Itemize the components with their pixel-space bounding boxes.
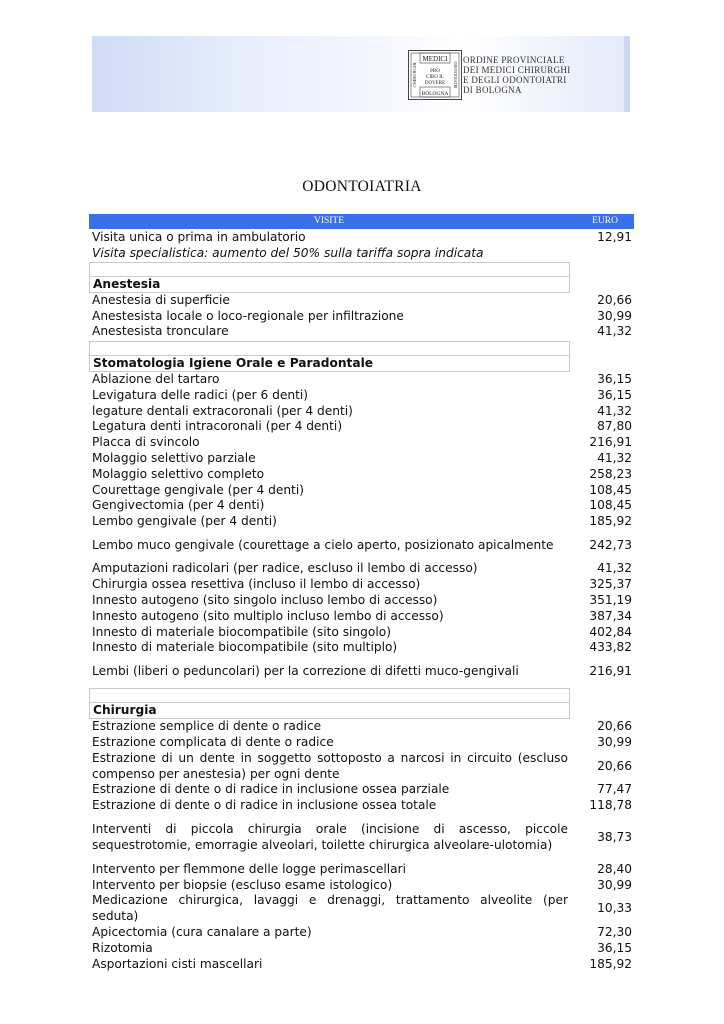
item-price: 12,91 <box>597 230 632 244</box>
item-price: 242,73 <box>589 538 632 552</box>
order-logo <box>408 50 462 100</box>
org-line: ORDINE PROVINCIALE <box>463 55 565 65</box>
item-label: Lembi (liberi o peduncolari) per la correzione di difetti muco-gengivali <box>92 664 519 678</box>
item-label: Lembo gengivale (per 4 denti) <box>92 514 277 528</box>
item-label: Chirurgia ossea resettiva (incluso il lembo di accesso) <box>92 577 421 591</box>
item-price: 30,99 <box>597 735 632 749</box>
svg-text:CIBO IL: CIBO IL <box>426 75 444 80</box>
item-label: Visita unica o prima in ambulatorio <box>92 230 306 244</box>
org-line: DI BOLOGNA <box>463 85 522 95</box>
item-label: Molaggio selettivo parziale <box>92 451 256 465</box>
item-price: 41,32 <box>597 404 632 418</box>
item-price: 77,47 <box>597 782 632 796</box>
item-price: 387,34 <box>589 609 632 623</box>
item-price: 36,15 <box>597 372 632 386</box>
item-price: 41,32 <box>597 324 632 338</box>
item-price: 325,37 <box>589 577 632 591</box>
item-label <box>92 893 568 925</box>
item-label: Anestesista locale o loco-regionale per infiltrazione <box>92 309 404 323</box>
item-label: Anestesista tronculare <box>92 324 229 338</box>
item-label: Placca di svincolo <box>92 435 200 449</box>
item-price: 185,92 <box>589 514 632 528</box>
item-price: 216,91 <box>589 664 632 678</box>
item-label: Visita specialistica: aumento del 50% sulla tariffa sopra indicata <box>92 246 484 260</box>
item-label: Intervento per flemmone delle logge perimascellari <box>92 862 406 876</box>
item-label-line: Medicazione chirurgica, lavaggi e drenaggi, trattamento alveolite (per <box>92 893 568 907</box>
table-header <box>89 214 634 229</box>
item-price: 216,91 <box>589 435 632 449</box>
section-title: Anestesia <box>93 277 161 291</box>
item-price: 10,33 <box>597 901 632 915</box>
item-label-line: compenso per anestesia) per ogni dente <box>92 766 340 781</box>
item-price: 258,23 <box>589 467 632 481</box>
item-label: Estrazione semplice di dente o radice <box>92 719 322 733</box>
item-price: 185,92 <box>589 957 632 971</box>
svg-text:CHIRURGHI: CHIRURGHI <box>412 62 417 88</box>
section-header-anestesia <box>89 277 570 293</box>
item-label-line: seduta) <box>92 908 139 923</box>
item-price: 402,84 <box>589 625 632 639</box>
column-header-visite: VISITE <box>313 216 345 226</box>
page-title: ODONTOIATRIA <box>302 178 422 195</box>
item-label <box>92 822 568 854</box>
item-price: 30,99 <box>597 878 632 892</box>
item-price: 28,40 <box>597 862 632 876</box>
item-price: 72,30 <box>597 925 632 939</box>
item-label: Legatura denti intracoronali (per 4 denti) <box>92 419 343 433</box>
item-price: 38,73 <box>597 830 632 844</box>
item-label: Anestesia di superficie <box>92 293 230 307</box>
item-price: 41,32 <box>597 561 632 575</box>
svg-text:ODONTOIATRI: ODONTOIATRI <box>453 61 458 89</box>
item-label: Intervento per biopsie (escluso esame istologico) <box>92 878 393 892</box>
item-price: 351,19 <box>589 593 632 607</box>
item-label <box>92 751 568 783</box>
item-label-line: sequestrotomie, emorragie alveolari, toilette chirurgica alveolare-ulotomia) <box>92 837 553 852</box>
item-label-line: Interventi di piccola chirurgia orale (incisione di ascesso, piccole <box>92 822 568 836</box>
column-header-euro: EURO <box>592 216 618 226</box>
item-label: Gengivectomia (per 4 denti) <box>92 498 265 512</box>
item-price: 30,99 <box>597 309 632 323</box>
item-label: Asportazioni cisti mascellari <box>92 957 263 971</box>
item-price: 87,80 <box>597 419 632 433</box>
item-label: Estrazione di dente o di radice in inclusione ossea parziale <box>92 782 450 796</box>
item-label: Innesto autogeno (sito multiplo incluso lembo di accesso) <box>92 609 444 623</box>
item-label: Amputazioni radicolari (per radice, escluso il lembo di accesso) <box>92 561 478 575</box>
item-price: 36,15 <box>597 941 632 955</box>
item-label: Molaggio selettivo completo <box>92 467 265 481</box>
svg-text:PRO: PRO <box>430 69 440 74</box>
item-label: Rizotomia <box>92 941 153 955</box>
section-header-chirurgia <box>89 703 570 719</box>
item-price: 20,66 <box>597 759 632 773</box>
item-label: Courettage gengivale (per 4 denti) <box>92 483 304 497</box>
item-label: Innesto di materiale biocompatibile (sito multiplo) <box>92 640 398 654</box>
section-title: Stomatologia Igiene Orale e Paradontale <box>93 356 374 370</box>
item-price: 118,78 <box>589 798 632 812</box>
item-label: Lembo muco gengivale (courettage a cielo aperto, posizionato apicalmente <box>92 538 554 552</box>
item-label: Estrazione complicata di dente o radice <box>92 735 334 749</box>
item-label: Innesto autogeno (sito singolo incluso lembo di accesso) <box>92 593 438 607</box>
section-header-stomatologia <box>89 356 570 372</box>
spacer-row <box>89 688 570 703</box>
item-price: 20,66 <box>597 293 632 307</box>
org-line: DEI MEDICI CHIRURGHI <box>463 65 571 75</box>
item-price: 108,45 <box>589 483 632 497</box>
item-label: Apicectomia (cura canalare a parte) <box>92 925 312 939</box>
spacer-row <box>89 262 570 277</box>
svg-text:DOVERE: DOVERE <box>424 81 446 86</box>
item-price: 41,32 <box>597 451 632 465</box>
item-price: 108,45 <box>589 498 632 512</box>
section-title: Chirurgia <box>93 703 157 717</box>
item-price: 36,15 <box>597 388 632 402</box>
org-line: E DEGLI ODONTOIATRI <box>463 75 567 85</box>
item-label: legature dentali extracoronali (per 4 denti) <box>92 404 353 418</box>
item-label: Innesto di materiale biocompatibile (sito singolo) <box>92 625 391 639</box>
item-price: 433,82 <box>589 640 632 654</box>
spacer-row <box>89 341 570 356</box>
item-label: Estrazione di dente o di radice in inclusione ossea totale <box>92 798 437 812</box>
item-label: Ablazione del tartaro <box>92 372 220 386</box>
item-price: 20,66 <box>597 719 632 733</box>
item-label: Levigatura delle radici (per 6 denti) <box>92 388 309 402</box>
item-label-line: Estrazione di un dente in soggetto sottoposto a narcosi in circuito (escluso <box>92 751 568 765</box>
svg-text:BOLOGNA: BOLOGNA <box>421 91 449 97</box>
organization-name <box>463 55 571 95</box>
svg-text:MEDICI: MEDICI <box>422 55 448 63</box>
